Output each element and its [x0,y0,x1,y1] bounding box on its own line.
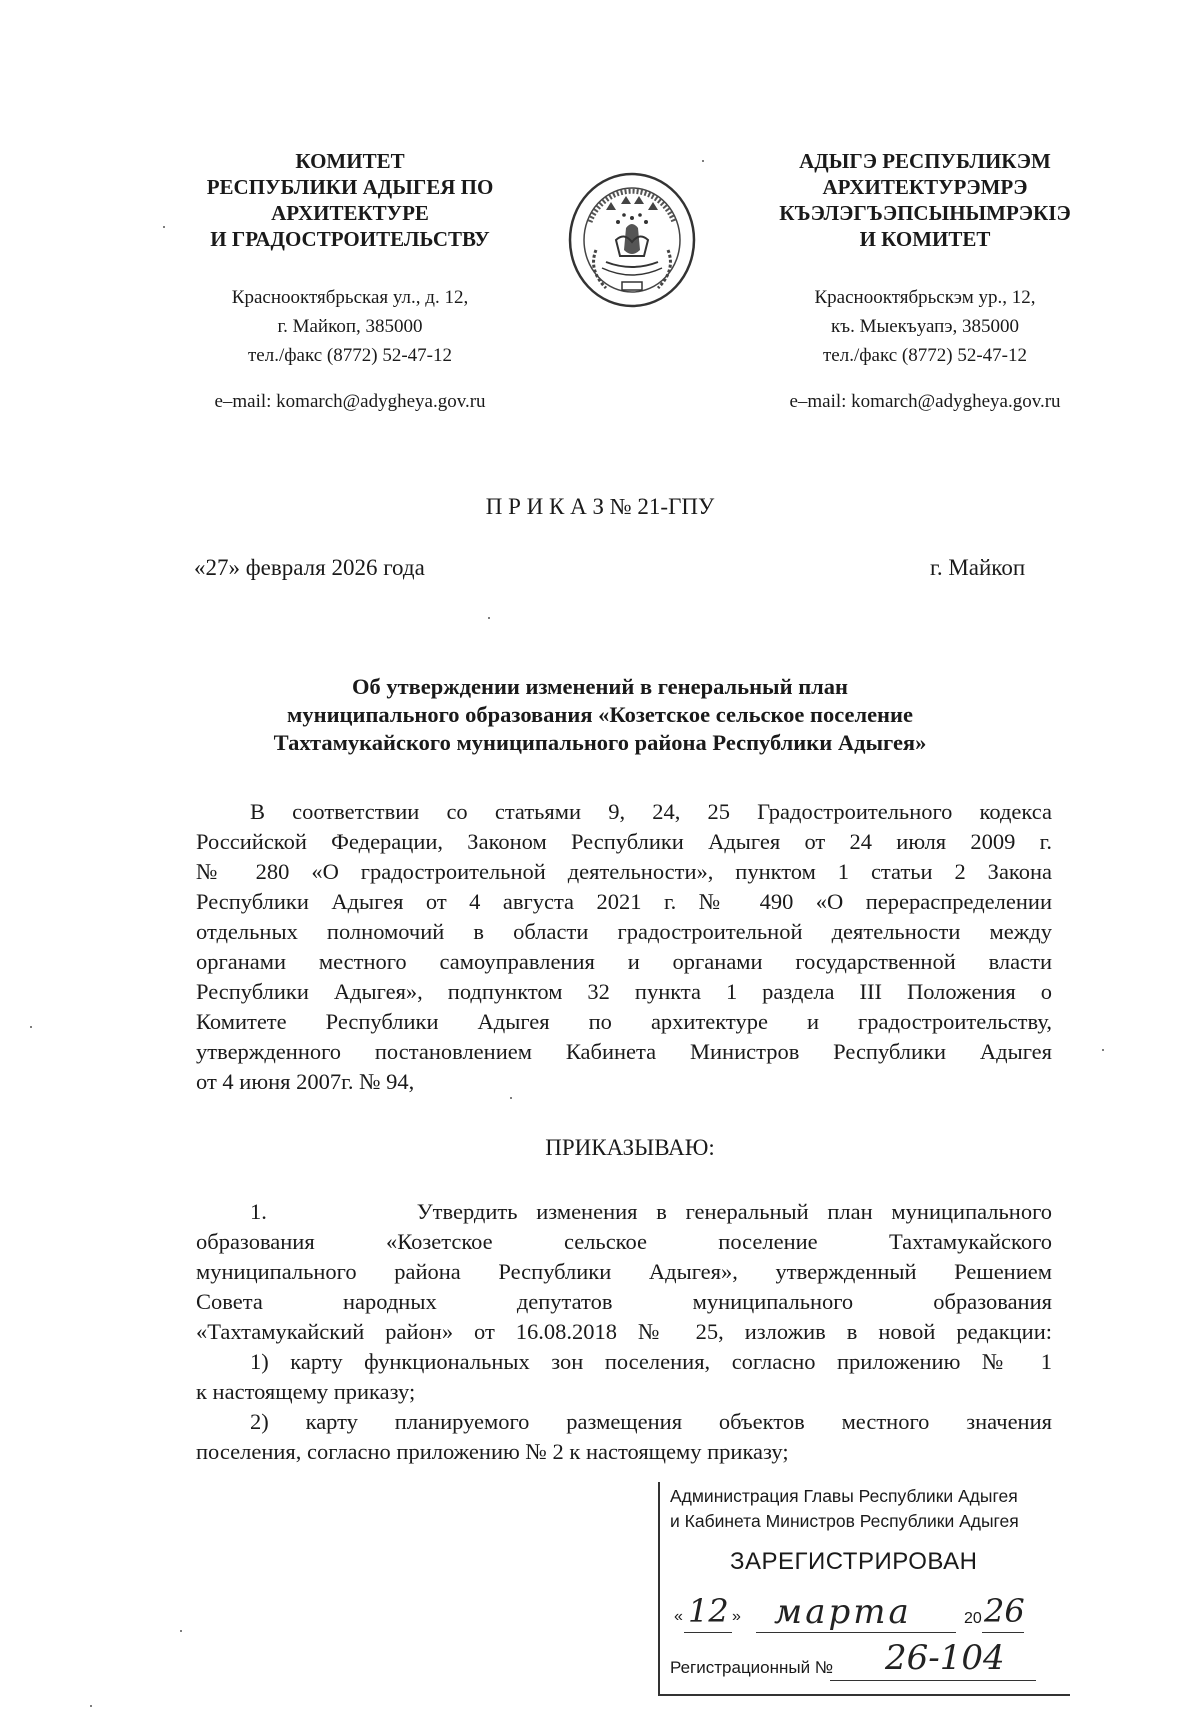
registration-stamp [658,1482,1070,1696]
header-left-address [160,283,540,370]
scan-speck [488,617,490,619]
order-title: П Р И К А З № 21-ГПУ [485,494,715,519]
header-left-title-line: РЕСПУБЛИКИ АДЫГЕЯ ПО [206,175,494,199]
preamble-line: Комитете Республики Адыгея по архитектуре и градостроительству, [196,1009,1052,1034]
header-right-address-line: къ. Мыекъуапэ, 385000 [831,316,1019,337]
stamp-line-1: Администрация Главы Республики Адыгея [670,1486,1018,1506]
stamp-day: 12 [688,1592,729,1630]
preamble-line: отдельных полномочий в области градостроительной деятельности между [196,919,1052,944]
item-1-line: 1. Утвердить изменения в генеральный план муниципального [250,1199,1052,1224]
stamp-year-suffix: 26 [984,1592,1025,1630]
preamble-line: В соответствии со статьями 9, 24, 25 Градостроительного кодекса [250,799,1052,824]
scan-speck [702,160,704,162]
order-city: г. Майкоп [930,555,1026,580]
subitem-2-line: поселения, согласно приложению № 2 к настоящему приказу; [196,1439,789,1464]
header-left-address-line: г. Майкоп, 385000 [277,316,423,337]
header-left-title-line: АРХИТЕКТУРЕ [271,201,429,225]
order-date: «27» февраля 2026 года [194,555,425,580]
quote-close: » [732,1608,741,1625]
preamble-line: № 280 «О градостроительной деятельности», пунктом 1 статьи 2 Закона [196,859,1052,884]
stamp-reg-number: 26-104 [885,1638,1005,1678]
header-left-address-line: Краснооктябрьская ул., д. 12, [231,287,469,308]
stamp-status: ЗАРЕГИСТРИРОВАН [730,1548,978,1575]
stamp-day-underline [684,1632,732,1633]
subitem-2-line: 2) карту планируемого размещения объектов местного значения [250,1409,1052,1434]
header-left-title-line: КОМИТЕТ [295,149,405,173]
quote-open: « [674,1608,683,1625]
item-1-line: Совета народных депутатов муниципального образования [196,1289,1052,1314]
header-left-address-line: тел./факс (8772) 52-47-12 [248,345,452,366]
header-right-address-line: тел./факс (8772) 52-47-12 [823,345,1027,366]
stamp-year-underline [982,1632,1024,1633]
preamble-line: от 4 июня 2007г. № 94, [196,1069,415,1094]
coat-of-arms-emblem [566,170,698,310]
header-left-email: e–mail: komarch@adygheya.gov.ru [214,391,486,412]
stamp-month: марта [774,1592,912,1632]
header-right-title [725,148,1125,252]
header-right-title-line: АРХИТЕКТУРЭМРЭ [822,175,1028,199]
stamp-line-2: и Кабинета Министров Республики Адыгея [670,1511,1019,1531]
scan-speck [30,1026,32,1028]
scan-speck [163,226,165,228]
header-left-title [160,148,540,252]
subject-line: муниципального образования «Козетское сельское поселение [287,702,913,727]
scan-speck [510,1097,512,1099]
stamp-reg-label: Регистрационный № [670,1658,834,1677]
preamble-line: Республики Адыгея», подпунктом 32 пункта 1 раздела III Положения о [196,979,1052,1004]
header-right-title-line: АДЫГЭ РЕСПУБЛИКЭМ [799,149,1051,173]
header-right-address [725,283,1125,370]
header-right-address-line: Краснооктябрьскэм ур., 12, [814,287,1036,308]
subject-line: Тахтамукайского муниципального района Республики Адыгея» [273,730,927,755]
scan-speck [1102,1049,1104,1051]
scan-speck [90,1705,92,1707]
item-1-line: «Тахтамукайский район» от 16.08.2018 № 25, изложив в новой редакции: [196,1319,1052,1344]
stamp-month-underline [756,1632,956,1633]
scan-speck [180,1630,182,1632]
header-right-title-line: И КОМИТЕТ [859,227,991,251]
item-1-line: муниципального района Республики Адыгея», утвержденный Решением [196,1259,1052,1284]
preamble-line: утвержденного постановлением Кабинета Министров Республики Адыгея [196,1039,1052,1064]
stamp-date-row [674,1592,1054,1636]
header-left-title-line: И ГРАДОСТРОИТЕЛЬСТВУ [210,227,490,251]
subject-line: Об утверждении изменений в генеральный план [351,674,849,699]
preamble-line: Республики Адыгея от 4 августа 2021 г. № 490 «О перераспределении [196,889,1052,914]
item-1-line: образования «Козетское сельское поселение Тахтамукайского [196,1229,1052,1254]
header-right-email: e–mail: komarch@adygheya.gov.ru [789,391,1061,412]
order-subject [150,673,1050,757]
item-1 [196,1197,1052,1467]
preamble-line: органами местного самоуправления и органами государственной власти [196,949,1052,974]
subitem-1-line: к настоящему приказу; [196,1379,416,1404]
emblem-icon [566,170,698,310]
header-right-title-line: КЪЭЛЭГЪЭПСЫНЫМРЭКIЭ [779,201,1071,225]
stamp-reg-underline [830,1680,1036,1681]
stamp-year-prefix: 20 [964,1610,982,1627]
subitem-1-line: 1) карту функциональных зон поселения, согласно приложению № 1 [250,1349,1052,1374]
preamble [196,797,1052,1097]
preamble-line: Российской Федерации, Законом Республики Адыгея от 24 июля 2009 г. [196,829,1052,854]
command-heading: ПРИКАЗЫВАЮ: [545,1135,715,1160]
